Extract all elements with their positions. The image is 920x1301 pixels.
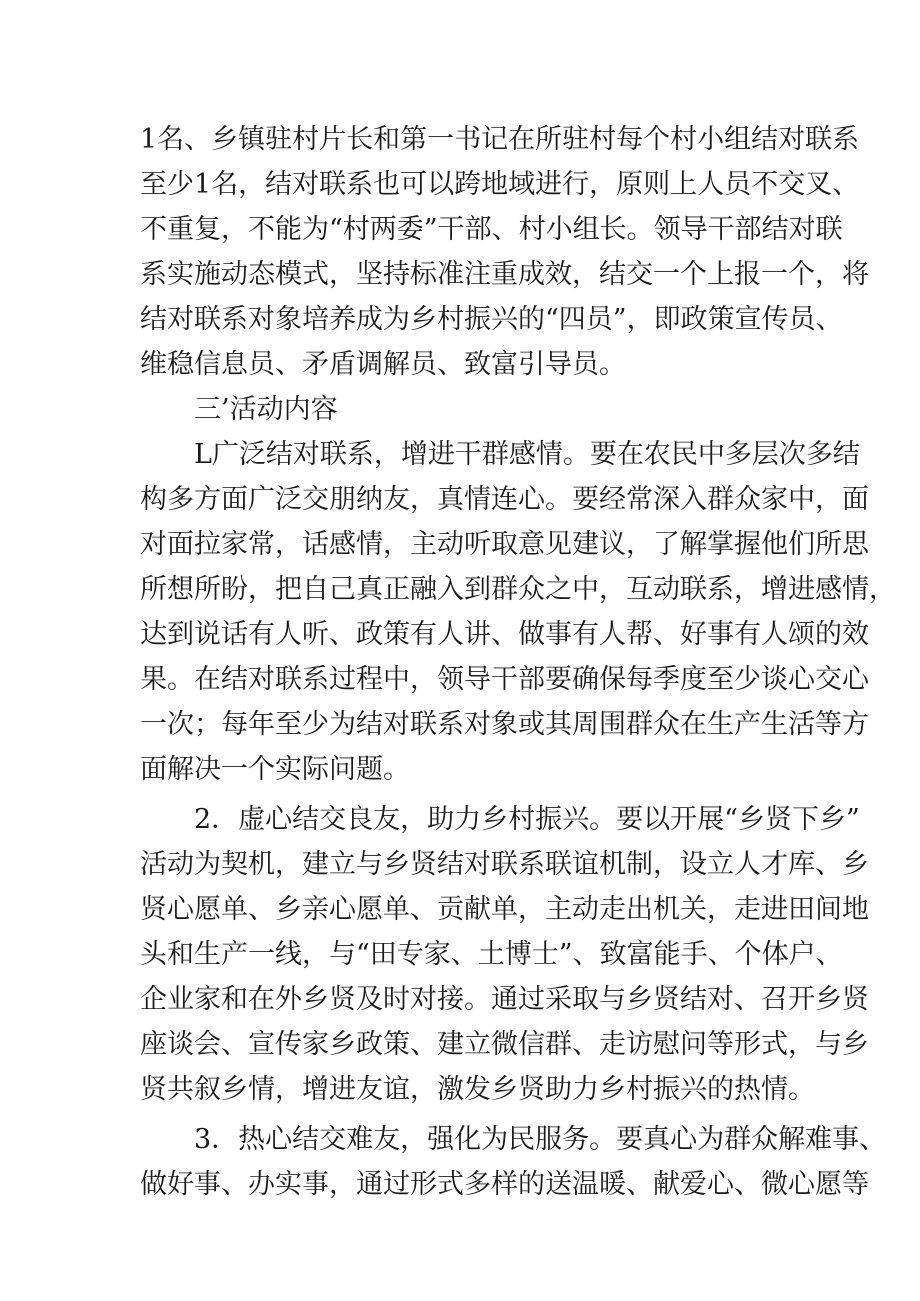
paragraph-line: 构多方面广泛交朋纳友，真情连心。要经常深入群众家中，面 bbox=[140, 484, 869, 515]
paragraph-line: 所想所盼，把自己真正融入到群众之中，互动联系，增进感情， bbox=[140, 574, 896, 605]
paragraph-line: 系实施动态模式，坚持标准注重成效，结交一个上报一个，将 bbox=[140, 259, 869, 290]
paragraph-line: 做好事、办实事，通过形式多样的送温暖、献爱心、微心愿等 bbox=[140, 1169, 869, 1200]
paragraph-line: 维稳信息员、矛盾调解员、致富引导员。 bbox=[140, 349, 626, 380]
paragraph-line: 1名、乡镇驻村片长和第一书记在所驻村每个村小组结对联系 bbox=[140, 124, 860, 155]
paragraph-line: 2．虚心结交良友，助力乡村振兴。要以开展“乡贤下乡” bbox=[194, 804, 860, 835]
paragraph-line: 对面拉家常，话感情，主动听取意见建议，了解掌握他们所思 bbox=[140, 529, 869, 560]
paragraph-line: L广泛结对联系，增进干群感情。要在农民中多层次多结 bbox=[194, 439, 860, 470]
paragraph-line: 一次；每年至少为结对联系对象或其周围群众在生产生活等方 bbox=[140, 709, 869, 740]
paragraph-line: 头和生产一线，与“田专家、土博士”、致富能手、个体户、 bbox=[140, 939, 843, 970]
paragraph-line: 3．热心结交难友，强化为民服务。要真心为群众解难事、 bbox=[194, 1124, 887, 1155]
paragraph-line: 果。在结对联系过程中，领导干部要确保每季度至少谈心交心 bbox=[140, 664, 869, 695]
paragraph-line: 结对联系对象培养成为乡村振兴的“四员”，即政策宣传员、 bbox=[140, 304, 843, 335]
paragraph-line: 企业家和在外乡贤及时对接。通过采取与乡贤结对、召开乡贤 bbox=[140, 984, 869, 1015]
paragraph-line: 贤心愿单、乡亲心愿单、贡献单，主动走出机关，走进田间地 bbox=[140, 894, 869, 925]
paragraph-line: 活动为契机，建立与乡贤结对联系联谊机制，设立人才库、乡 bbox=[140, 849, 869, 880]
paragraph-line: 至少1名，结对联系也可以跨地域进行，原则上人员不交叉、 bbox=[140, 169, 860, 200]
paragraph-line: 不重复，不能为“村两委”干部、村小组长。领导干部结对联 bbox=[140, 214, 843, 245]
paragraph-line: 座谈会、宣传家乡政策、建立微信群、走访慰问等形式，与乡 bbox=[140, 1029, 869, 1060]
section-heading: 三’活动内容 bbox=[194, 394, 338, 425]
paragraph-line: 面解决一个实际问题。 bbox=[140, 754, 410, 785]
paragraph-line: 达到说话有人听、政策有人讲、做事有人帮、好事有人颂的效 bbox=[140, 619, 869, 650]
paragraph-line: 贤共叙乡情，增进友谊，激发乡贤助力乡村振兴的热情。 bbox=[140, 1074, 815, 1105]
